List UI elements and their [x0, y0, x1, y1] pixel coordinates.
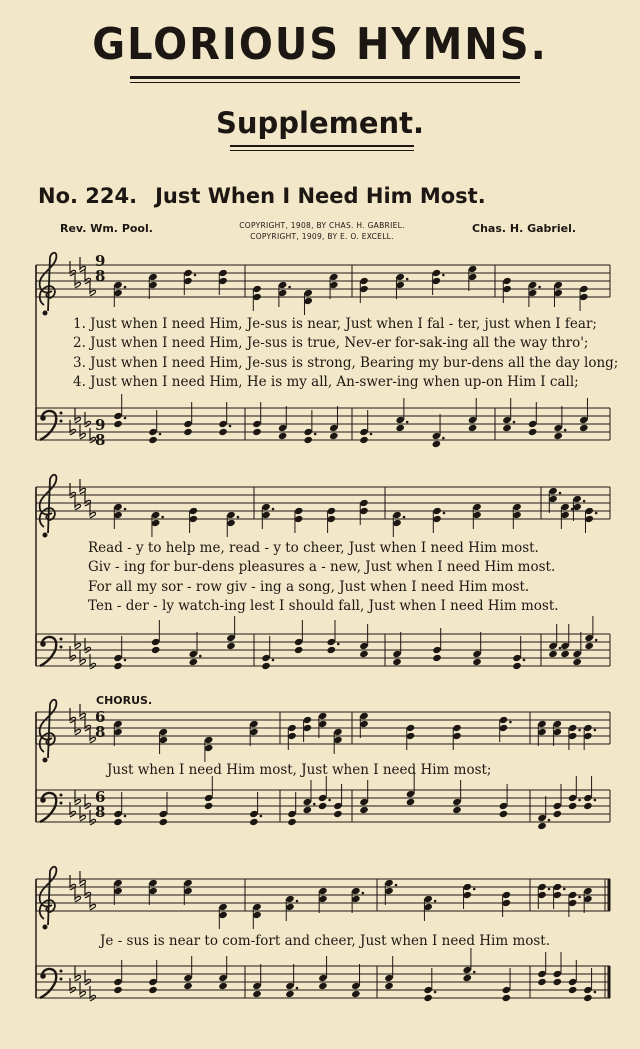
- chorus-label: CHORUS.: [96, 694, 153, 707]
- bass-clef: [40, 637, 63, 666]
- note: [113, 636, 123, 662]
- dot: [272, 659, 275, 662]
- time-signature-chorus: [95, 710, 105, 740]
- hymn-number: No. 224.: [38, 184, 138, 208]
- note: [384, 956, 394, 982]
- dot: [523, 659, 526, 662]
- time-sig-bottom: 8: [95, 431, 106, 449]
- dot: [337, 643, 340, 646]
- note: [528, 428, 538, 436]
- note: [560, 650, 570, 658]
- note: [113, 420, 123, 428]
- staff: [36, 867, 610, 930]
- time-signature-1: [95, 254, 105, 284]
- note: [226, 616, 236, 642]
- staff: [36, 394, 610, 448]
- note: [285, 964, 295, 990]
- note: [218, 402, 228, 428]
- note: [151, 620, 161, 646]
- flat-sign: [70, 646, 76, 661]
- dot: [595, 639, 598, 642]
- note: [462, 974, 472, 982]
- note: [512, 636, 522, 662]
- dot: [578, 799, 581, 802]
- note: [148, 960, 158, 986]
- verse-2-line-1: 2. Just when I need Him, Je-sus is true, Nev-er for-sak-ing all the way thro';: [73, 335, 589, 351]
- dot: [595, 512, 598, 515]
- treble-clef: [40, 867, 57, 930]
- dot: [296, 900, 299, 903]
- staff: [36, 772, 610, 830]
- note: [395, 424, 405, 432]
- time-sig-bottom: 8: [95, 723, 106, 741]
- flat-sign: [70, 978, 76, 993]
- dot: [594, 991, 597, 994]
- note: [333, 810, 343, 818]
- note: [572, 632, 582, 658]
- note: [278, 406, 288, 432]
- dot: [229, 425, 232, 428]
- dot: [260, 815, 263, 818]
- note: [252, 428, 262, 436]
- hymn-composer: Chas. H. Gabriel.: [472, 222, 577, 235]
- dot: [159, 433, 162, 436]
- note: [499, 810, 509, 818]
- note: [113, 394, 123, 420]
- dot: [442, 437, 445, 440]
- dot: [194, 274, 197, 277]
- note: [329, 406, 339, 432]
- dot: [288, 286, 291, 289]
- dot: [473, 888, 476, 891]
- dot: [578, 729, 581, 732]
- hymn-author: Rev. Wm. Pool.: [60, 222, 153, 235]
- time-signature-1-bass: [95, 418, 105, 448]
- note: [432, 654, 442, 662]
- note: [359, 806, 369, 814]
- dot: [548, 888, 551, 891]
- staff: [36, 475, 610, 538]
- flat-sign: [90, 654, 96, 669]
- note: [218, 428, 228, 436]
- note: [318, 956, 328, 982]
- note: [553, 978, 563, 986]
- note: [113, 818, 123, 826]
- note: [183, 428, 193, 436]
- time-signature-chorus-bass: [95, 790, 105, 820]
- note: [472, 658, 482, 666]
- verse-1-line-1: 1. Just when I need Him, Je-sus is near, Just when I fal - ter, just when I fear;: [73, 316, 597, 332]
- flat-sign: [70, 420, 76, 435]
- note: [359, 410, 369, 436]
- time-sig-bottom: 8: [95, 267, 106, 285]
- chorus-line-2: Je - sus is near to com-fort and cheer, Just when I need Him most.: [100, 933, 551, 949]
- note: [553, 952, 563, 978]
- note: [502, 994, 512, 1002]
- hymn-title: Just When I Need Him Most.: [155, 184, 486, 208]
- note: [452, 806, 462, 814]
- dot: [199, 655, 202, 658]
- dot: [513, 421, 516, 424]
- copyright-line-2: COPYRIGHT, 1909, BY E. O. EXCELL.: [250, 232, 394, 241]
- flat-sign: [85, 638, 91, 653]
- dot: [406, 278, 409, 281]
- dot: [296, 987, 299, 990]
- dot: [124, 815, 127, 818]
- note: [583, 968, 593, 994]
- note: [318, 776, 328, 802]
- note: [294, 646, 304, 654]
- dot: [124, 508, 127, 511]
- dot: [328, 799, 331, 802]
- note: [583, 776, 593, 802]
- note: [151, 646, 161, 654]
- note: [528, 402, 538, 428]
- note: [148, 410, 158, 436]
- note: [468, 424, 478, 432]
- note: [318, 982, 328, 990]
- note: [218, 956, 228, 982]
- note: [329, 432, 339, 440]
- note: [218, 982, 228, 990]
- treble-clef: [40, 475, 57, 538]
- note: [392, 658, 402, 666]
- note: [351, 990, 361, 998]
- dot: [362, 892, 365, 895]
- flat-sign: [85, 970, 91, 985]
- note: [512, 662, 522, 670]
- note: [423, 968, 433, 994]
- note: [148, 986, 158, 994]
- note: [278, 432, 288, 440]
- dot: [313, 803, 316, 806]
- dot: [434, 900, 437, 903]
- dot: [594, 729, 597, 732]
- note: [395, 398, 405, 424]
- note: [287, 818, 297, 826]
- dot: [124, 417, 127, 420]
- note: [183, 402, 193, 428]
- note: [359, 624, 369, 650]
- chorus-line-1: Just when I need Him most, Just when I need Him most;: [107, 762, 492, 778]
- note: [502, 398, 512, 424]
- note: [183, 982, 193, 990]
- note: [468, 398, 478, 424]
- note: [579, 398, 589, 424]
- staff: [36, 700, 610, 763]
- note: [568, 960, 578, 986]
- note: [432, 440, 442, 448]
- note: [584, 616, 594, 642]
- note: [553, 784, 563, 810]
- dot: [406, 421, 409, 424]
- note: [584, 642, 594, 650]
- note: [462, 948, 472, 974]
- note: [359, 650, 369, 658]
- verse-4-line-2: Ten - der - ly watch-ing lest I should fall, Just when I need Him most.: [88, 598, 559, 614]
- note: [568, 776, 578, 802]
- dot: [370, 433, 373, 436]
- note: [204, 776, 214, 802]
- note: [568, 802, 578, 810]
- note: [327, 646, 337, 654]
- flat-sign: [85, 794, 91, 809]
- note: [261, 636, 271, 662]
- note: [261, 662, 271, 670]
- dot: [583, 500, 586, 503]
- dot: [443, 512, 446, 515]
- bass-clef: [40, 793, 63, 822]
- note: [148, 436, 158, 444]
- note: [287, 792, 297, 818]
- dot: [594, 799, 597, 802]
- note: [285, 990, 295, 998]
- staff: [36, 616, 610, 670]
- dot: [538, 286, 541, 289]
- note: [327, 620, 337, 646]
- note: [432, 628, 442, 654]
- note: [113, 662, 123, 670]
- note: [502, 968, 512, 994]
- note: [583, 802, 593, 810]
- note: [113, 986, 123, 994]
- note: [252, 402, 262, 428]
- note: [560, 624, 570, 650]
- time-sig-bottom: 8: [95, 803, 106, 821]
- note: [159, 792, 169, 818]
- treble-clef: [40, 253, 57, 316]
- verse-3-line-2: For all my sor - row giv - ing a song, Just when I need Him most.: [88, 579, 530, 595]
- note: [189, 632, 199, 658]
- note: [249, 792, 259, 818]
- note: [359, 436, 369, 444]
- note: [333, 784, 343, 810]
- verse-4-line-1: 4. Just when I need Him, He is my all, An-swer-ing when up-on Him I call;: [73, 374, 579, 390]
- dot: [442, 274, 445, 277]
- dot: [237, 516, 240, 519]
- flat-sign: [90, 986, 96, 1001]
- dot: [434, 991, 437, 994]
- note: [553, 810, 563, 818]
- treble-clef: [40, 700, 57, 763]
- note: [204, 802, 214, 810]
- note: [303, 436, 313, 444]
- time-sig-top: 9: [95, 416, 106, 434]
- note: [548, 650, 558, 658]
- note: [423, 994, 433, 1002]
- time-sig-top: 6: [95, 708, 106, 726]
- note: [252, 964, 262, 990]
- note: [249, 818, 259, 826]
- staff: [36, 948, 610, 1002]
- dot: [314, 433, 317, 436]
- note: [406, 798, 416, 806]
- dot: [564, 429, 567, 432]
- note: [159, 818, 169, 826]
- note: [303, 410, 313, 436]
- dot: [161, 516, 164, 519]
- time-sig-top: 9: [95, 252, 106, 270]
- time-sig-top: 6: [95, 788, 106, 806]
- note: [553, 432, 563, 440]
- flat-sign: [70, 802, 76, 817]
- verse-2-line-2: Giv - ing for bur-dens pleasures a - new, Just when I need Him most.: [88, 559, 556, 575]
- dot: [509, 721, 512, 724]
- note: [226, 642, 236, 650]
- bass-clef: [40, 411, 63, 440]
- note: [537, 796, 547, 822]
- note: [472, 632, 482, 658]
- note: [183, 956, 193, 982]
- note: [537, 978, 547, 986]
- dot: [563, 888, 566, 891]
- dot: [578, 896, 581, 899]
- note: [572, 658, 582, 666]
- note: [318, 802, 328, 810]
- note: [189, 658, 199, 666]
- note: [502, 424, 512, 432]
- note: [359, 780, 369, 806]
- dot: [559, 492, 562, 495]
- dot: [548, 819, 551, 822]
- dot: [124, 286, 127, 289]
- note: [548, 624, 558, 650]
- note: [568, 986, 578, 994]
- note: [579, 424, 589, 432]
- note: [113, 792, 123, 818]
- note: [553, 406, 563, 432]
- note: [303, 806, 313, 814]
- note: [452, 780, 462, 806]
- staff: [36, 253, 610, 316]
- note: [432, 414, 442, 440]
- copyright-line-1: COPYRIGHT, 1908, BY CHAS. H. GABRIEL.: [239, 221, 405, 230]
- verse-3-line-1: 3. Just when I need Him, Je-sus is strong, Bearing my bur-dens all the day long;: [73, 355, 619, 371]
- note: [392, 632, 402, 658]
- note: [583, 994, 593, 1002]
- verse-1-line-2: Read - y to help me, read - y to cheer, Just when I need Him most.: [88, 540, 539, 556]
- dot: [124, 659, 127, 662]
- dot: [559, 647, 562, 650]
- bass-clef: [40, 969, 63, 998]
- note: [113, 960, 123, 986]
- note: [294, 620, 304, 646]
- note: [252, 990, 262, 998]
- note: [537, 822, 547, 830]
- note: [351, 964, 361, 990]
- note: [499, 784, 509, 810]
- flat-sign: [85, 412, 91, 427]
- dot: [403, 516, 406, 519]
- note: [537, 952, 547, 978]
- book-title: GLORIOUS HYMNS.: [92, 20, 548, 70]
- note: [384, 982, 394, 990]
- dot: [473, 971, 476, 974]
- note: [303, 780, 313, 806]
- section-title: Supplement.: [215, 106, 425, 140]
- dot: [395, 884, 398, 887]
- dot: [272, 508, 275, 511]
